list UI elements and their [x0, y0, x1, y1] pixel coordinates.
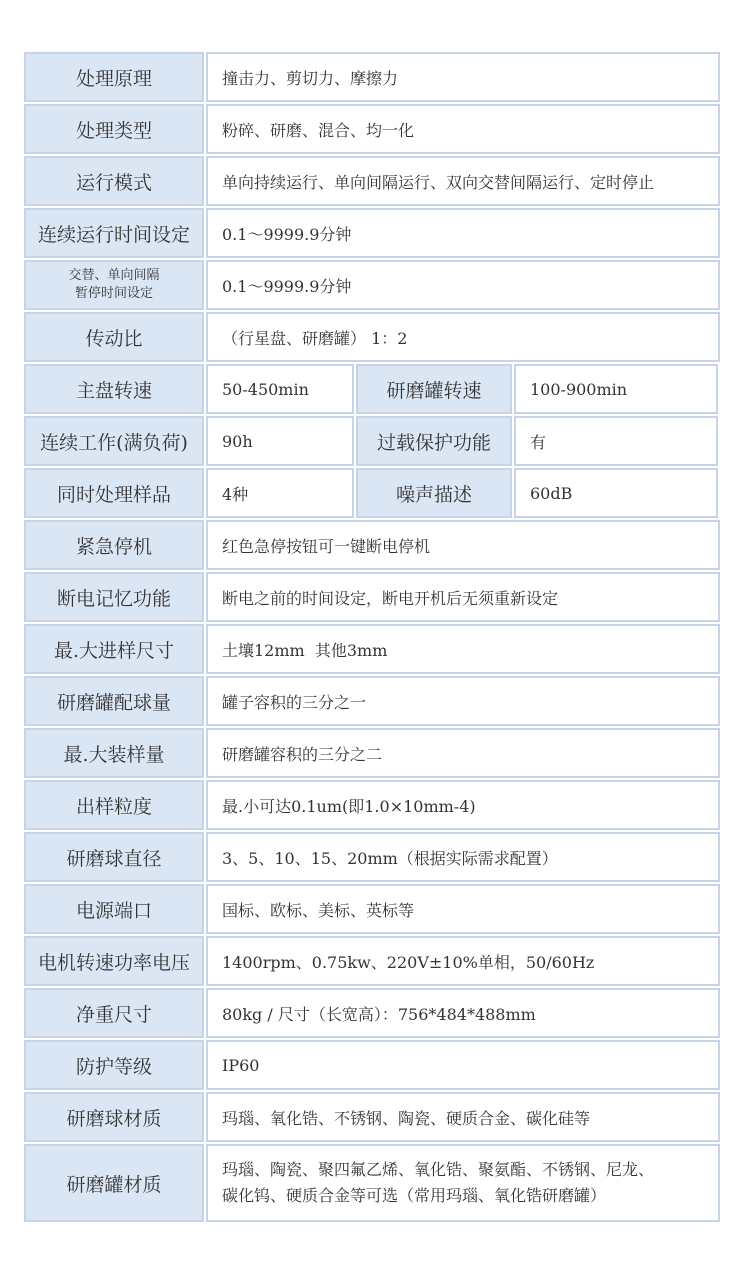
- spec-label: 防护等级: [24, 1040, 204, 1090]
- spec-value: 玛瑙、氧化锆、不锈钢、陶瓷、硬质合金、碳化硅等: [206, 1092, 720, 1142]
- spec-row: [24, 936, 722, 988]
- spec-value: 0.1～9999.9分钟: [206, 260, 720, 310]
- spec-label: 交替、单向间隔 暂停时间设定: [24, 260, 204, 310]
- spec-value: 0.1～9999.9分钟: [206, 208, 720, 258]
- spec-label: 处理原理: [24, 52, 204, 102]
- spec-label: 传动比: [24, 312, 204, 362]
- spec-label: 研磨罐转速: [356, 364, 512, 414]
- spec-label: 主盘转速: [24, 364, 204, 414]
- spec-row: [24, 728, 722, 780]
- spec-value: 粉碎、研磨、混合、均一化: [206, 104, 720, 154]
- spec-value: 红色急停按钮可一键断电停机: [206, 520, 720, 570]
- spec-label: 最.大装样量: [24, 728, 204, 778]
- spec-value: 国标、欧标、美标、英标等: [206, 884, 720, 934]
- spec-value: 撞击力、剪切力、摩擦力: [206, 52, 720, 102]
- spec-value: 1400rpm、0.75kw、220V±10%单相，50/60Hz: [206, 936, 720, 986]
- spec-row: [24, 832, 722, 884]
- spec-value: 罐子容积的三分之一: [206, 676, 720, 726]
- spec-value: 研磨罐容积的三分之二: [206, 728, 720, 778]
- spec-label: 噪声描述: [356, 468, 512, 518]
- spec-row: [24, 1144, 722, 1224]
- spec-value: （行星盘、研磨罐） 1：2: [206, 312, 720, 362]
- spec-row: [24, 884, 722, 936]
- spec-label: 最.大进样尺寸: [24, 624, 204, 674]
- spec-row: [24, 416, 722, 468]
- spec-label: 研磨罐材质: [24, 1144, 204, 1222]
- spec-label: 断电记忆功能: [24, 572, 204, 622]
- spec-row: [24, 572, 722, 624]
- spec-row: [24, 520, 722, 572]
- spec-value: 最.小可达0.1um(即1.0×10mm-4): [206, 780, 720, 830]
- spec-row: [24, 208, 722, 260]
- spec-row: [24, 1040, 722, 1092]
- spec-label: 电源端口: [24, 884, 204, 934]
- spec-label: 研磨球材质: [24, 1092, 204, 1142]
- spec-value: 50-450min: [206, 364, 354, 414]
- spec-value: 100-900min: [514, 364, 718, 414]
- spec-value: 90h: [206, 416, 354, 466]
- spec-row: [24, 104, 722, 156]
- spec-row: [24, 312, 722, 364]
- spec-value: 断电之前的时间设定，断电开机后无须重新设定: [206, 572, 720, 622]
- spec-label: 过载保护功能: [356, 416, 512, 466]
- spec-value: 80kg / 尺寸（长宽高）：756*484*488mm: [206, 988, 720, 1038]
- spec-label: 运行模式: [24, 156, 204, 206]
- spec-row: [24, 780, 722, 832]
- spec-label: 处理类型: [24, 104, 204, 154]
- spec-value: 4种: [206, 468, 354, 518]
- spec-label: 研磨球直径: [24, 832, 204, 882]
- spec-row: [24, 676, 722, 728]
- spec-label: 同时处理样品: [24, 468, 204, 518]
- spec-value: 有: [514, 416, 718, 466]
- spec-row: [24, 1092, 722, 1144]
- spec-label: 净重尺寸: [24, 988, 204, 1038]
- spec-value: 60dB: [514, 468, 718, 518]
- spec-label: 电机转速功率电压: [24, 936, 204, 986]
- spec-row: [24, 988, 722, 1040]
- spec-row: [24, 260, 722, 312]
- spec-row: [24, 52, 722, 104]
- spec-value: 土壤12mm 其他3mm: [206, 624, 720, 674]
- spec-row: [24, 624, 722, 676]
- spec-value: 单向持续运行、单向间隔运行、双向交替间隔运行、定时停止: [206, 156, 720, 206]
- spec-label: 出样粒度: [24, 780, 204, 830]
- spec-label: 连续工作(满负荷): [24, 416, 204, 466]
- spec-table: [24, 52, 722, 1224]
- spec-label: 研磨罐配球量: [24, 676, 204, 726]
- spec-value: 玛瑙、陶瓷、聚四氟乙烯、氧化锆、聚氨酯、不锈钢、尼龙、 碳化钨、硬质合金等可选（常用玛瑙、氧化锆研磨罐）: [206, 1144, 720, 1222]
- spec-row: [24, 364, 722, 416]
- spec-value: 3、5、10、15、20mm（根据实际需求配置）: [206, 832, 720, 882]
- spec-row: [24, 156, 722, 208]
- spec-label: 连续运行时间设定: [24, 208, 204, 258]
- spec-value: IP60: [206, 1040, 720, 1090]
- spec-row: [24, 468, 722, 520]
- spec-label: 紧急停机: [24, 520, 204, 570]
